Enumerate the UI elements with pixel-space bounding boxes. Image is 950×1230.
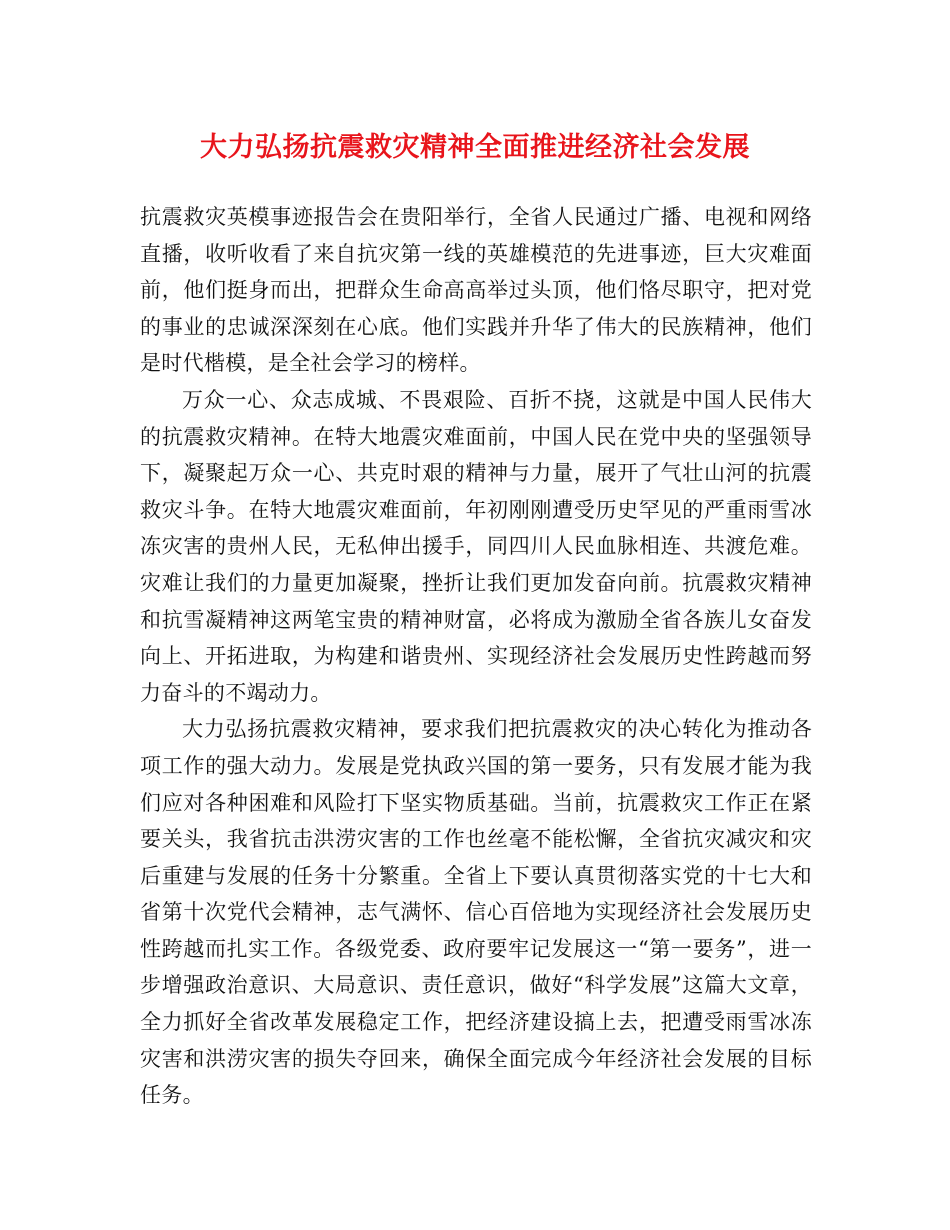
paragraph-3: 大力弘扬抗震救灾精神，要求我们把抗震救灾的决心转化为推动各项工作的强大动力。发展是党执政兴国的第一要务，只有发展才能为我们应对各种困难和风险打下坚实物质基础。当前，抗震救灾工作正在紧要关头，我省抗击洪涝灾害的工作也丝毫不能松懈，全省抗灾减灾和灾后重建与发展的任务十分繁重。全省上下要认真贯彻落实党的十七大和省第十次党代会精神，志气满怀、信心百倍地为实现经济社会发展历史性跨越而扎实工作。各级党委、政府要牢记发展这一“第一要务”，进一步增强政治意识、大局意识、责任意识，做好“科学发展”这篇大文章，全力抓好全省改革发展稳定工作，把经济建设搞上去，把遭受雨雪冰冻灾害和洪涝灾害的损失夺回来，确保全面完成今年经济社会发展的目标任务。	[140, 717, 812, 1108]
paragraph-1: 抗震救灾英模事迹报告会在贵阳举行，全省人民通过广播、电视和网络直播，收听收看了来自抗灾第一线的英雄模范的先进事迹，巨大灾难面前，他们挺身而出，把群众生命高高举过头顶，他们恪尽职守，把对党的事业的忠诚深深刻在心底。他们实践并升华了伟大的民族精神，他们是时代楷模，是全社会学习的榜样。	[140, 205, 812, 376]
document-body	[140, 199, 812, 1114]
document-title: 大力弘扬抗震救灾精神全面推进经济社会发展	[200, 132, 750, 163]
paragraph-2: 万众一心、众志成城、不畏艰险、百折不挠，这就是中国人民伟大的抗震救灾精神。在特大地震灾难面前，中国人民在党中央的坚强领导下，凝聚起万众一心、共克时艰的精神与力量，展开了气壮山河的抗震救灾斗争。在特大地震灾难面前，年初刚刚遭受历史罕见的严重雨雪冰冻灾害的贵州人民，无私伸出援手，同四川人民血脉相连、共渡危难。灾难让我们的力量更加凝聚，挫折让我们更加发奋向前。抗震救灾精神和抗雪凝精神这两笔宝贵的精神财富，必将成为激励全省各族儿女奋发向上、开拓进取，为构建和谐贵州、实现经济社会发展历史性跨越而努力奋斗的不竭动力。	[140, 387, 812, 705]
